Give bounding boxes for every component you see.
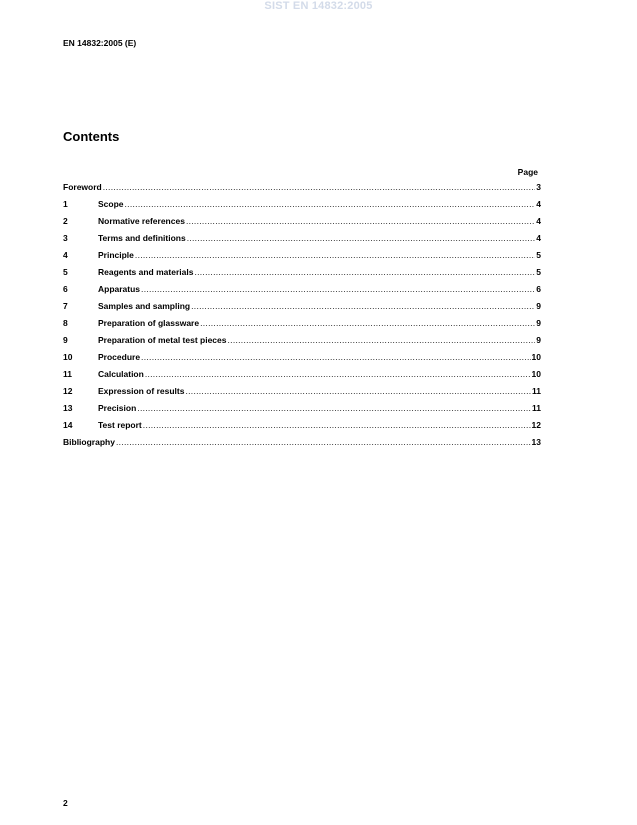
toc-entry-title: Terms and definitions [98, 233, 186, 243]
document-id: EN 14832:2005 (E) [63, 38, 137, 48]
toc-dot-leader [185, 386, 531, 396]
toc-entry-title: Scope [98, 199, 124, 209]
toc-entry[interactable] [63, 250, 541, 267]
toc-entry[interactable] [63, 386, 541, 403]
toc-entry-title: Expression of results [98, 386, 185, 396]
page-number: 2 [63, 798, 68, 808]
toc-dot-leader [116, 437, 531, 447]
toc-entry-page: 10 [531, 369, 541, 379]
toc-entry[interactable] [63, 284, 541, 301]
page-column-label: Page [517, 167, 538, 177]
toc-entry[interactable] [63, 267, 541, 284]
toc-entry-number: 14 [63, 420, 73, 430]
toc-entry[interactable] [63, 318, 541, 335]
toc-entry[interactable] [63, 403, 541, 420]
toc-entry[interactable] [63, 369, 541, 386]
toc-dot-leader [194, 267, 535, 277]
contents-heading: Contents [63, 129, 120, 144]
table-of-contents [63, 182, 541, 454]
toc-dot-leader [187, 233, 536, 243]
toc-entry-number: 6 [63, 284, 68, 294]
toc-entry-page: 11 [532, 386, 541, 396]
toc-entry-number: 9 [63, 335, 68, 345]
toc-entry-page: 6 [536, 284, 541, 294]
toc-dot-leader [186, 216, 535, 226]
toc-entry[interactable] [63, 437, 541, 454]
toc-entry-page: 11 [532, 403, 541, 413]
toc-entry-title: Calculation [98, 369, 144, 379]
toc-entry[interactable] [63, 352, 541, 369]
toc-entry-page: 12 [531, 420, 541, 430]
toc-dot-leader [141, 284, 535, 294]
toc-entry-page: 4 [536, 216, 541, 226]
toc-dot-leader [228, 335, 536, 345]
toc-entry-title: Bibliography [63, 437, 115, 447]
toc-dot-leader [141, 352, 530, 362]
toc-entry-number: 2 [63, 216, 68, 226]
toc-entry[interactable] [63, 199, 541, 216]
toc-entry-title: Samples and sampling [98, 301, 191, 311]
toc-dot-leader [191, 301, 535, 311]
toc-entry-number: 8 [63, 318, 68, 328]
toc-dot-leader [137, 403, 531, 413]
toc-entry-title: Preparation of glassware [98, 318, 200, 328]
toc-entry-number: 7 [63, 301, 68, 311]
toc-dot-leader [145, 369, 531, 379]
toc-entry-page: 13 [531, 437, 541, 447]
toc-entry-title: Preparation of metal test pieces [98, 335, 227, 345]
toc-entry-number: 5 [63, 267, 68, 277]
toc-entry-page: 9 [536, 335, 541, 345]
toc-entry-page: 3 [536, 182, 541, 192]
toc-entry[interactable] [63, 216, 541, 233]
toc-entry-number: 13 [63, 403, 73, 413]
toc-entry-title: Principle [98, 250, 134, 260]
toc-dot-leader [143, 420, 531, 430]
toc-entry-page: 4 [536, 233, 541, 243]
toc-dot-leader [200, 318, 535, 328]
toc-entry-number: 1 [63, 199, 68, 209]
toc-entry-number: 12 [63, 386, 73, 396]
toc-entry-title: Precision [98, 403, 137, 413]
toc-entry[interactable] [63, 335, 541, 352]
toc-entry-page: 4 [536, 199, 541, 209]
toc-dot-leader [125, 199, 536, 209]
toc-entry-page: 9 [536, 318, 541, 328]
toc-entry-title: Foreword [63, 182, 102, 192]
toc-entry-number: 11 [63, 369, 72, 379]
toc-entry[interactable] [63, 233, 541, 250]
toc-entry-number: 4 [63, 250, 68, 260]
toc-entry[interactable] [63, 301, 541, 318]
toc-entry-title: Test report [98, 420, 142, 430]
toc-entry[interactable] [63, 420, 541, 437]
toc-entry-title: Procedure [98, 352, 141, 362]
toc-entry-page: 10 [531, 352, 541, 362]
toc-entry-page: 5 [536, 250, 541, 260]
toc-entry-title: Reagents and materials [98, 267, 194, 277]
toc-entry-page: 9 [536, 301, 541, 311]
toc-entry-number: 3 [63, 233, 68, 243]
toc-entry-title: Apparatus [98, 284, 141, 294]
toc-entry-title: Normative references [98, 216, 185, 226]
watermark: SIST EN 14832:2005 [264, 0, 373, 12]
toc-entry-number: 10 [63, 352, 73, 362]
toc-entry-page: 5 [536, 267, 541, 277]
toc-dot-leader [135, 250, 535, 260]
toc-dot-leader [103, 182, 536, 192]
toc-entry[interactable] [63, 182, 541, 199]
